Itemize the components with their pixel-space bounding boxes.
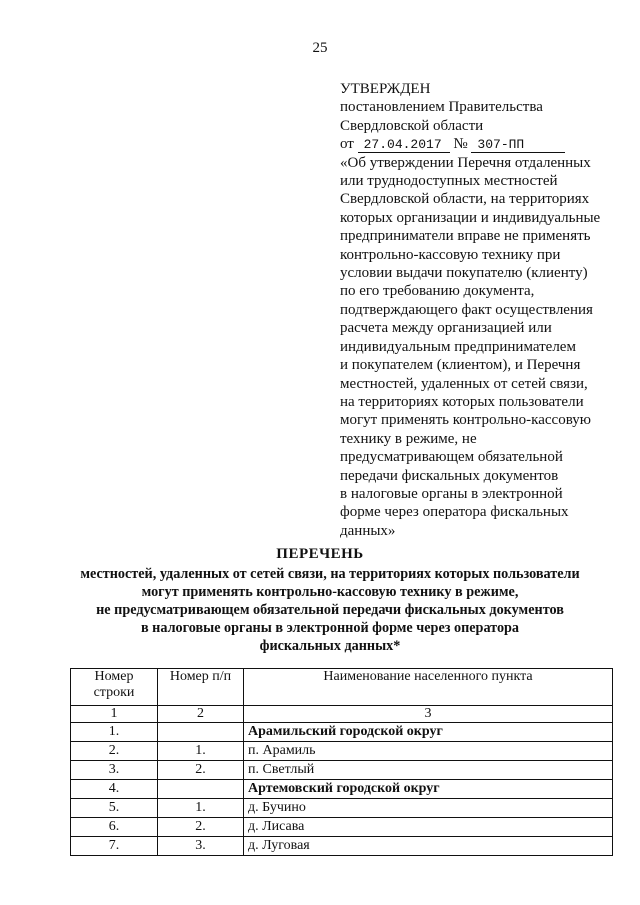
table-row [71,837,613,856]
row-number-cell: 1. [71,723,158,742]
decree-title-line: технику в режиме, не [340,430,477,447]
approval-block [340,80,610,540]
table-header-row [71,669,613,706]
row-number-cell: 2. [71,742,158,761]
name-cell: п. Арамиль [244,742,613,761]
item-number-cell [158,723,244,742]
decree-title-line: на территориях которых пользователи [340,393,584,410]
header-row-number: Номер строки [71,669,158,706]
decree-title-line: контрольно-кассовую технику при [340,246,561,263]
table-row [71,761,613,780]
item-number-cell: 2. [158,818,244,837]
row-number-cell: 4. [71,780,158,799]
name-cell: Арамильский городской округ [244,723,613,742]
decree-title-line: индивидуальным предпринимателем [340,338,576,355]
decree-date: 27.04.2017 [358,137,450,153]
row-number-cell: 3. [71,761,158,780]
decree-number: 307-ПП [471,137,565,153]
index-cell: 1 [71,706,158,723]
decree-title-line: предприниматели вправе не применять [340,228,591,245]
table-row [71,723,613,742]
number-label: № [453,136,468,153]
row-number-cell: 5. [71,799,158,818]
header-name: Наименование населенного пункта [244,669,613,706]
approval-line-2: Свердловской области [340,117,484,134]
decree-title-line: форме через оператора фискальных [340,504,569,521]
table-row [71,780,613,799]
list-subtitle-line: фискальных данных* [259,638,401,654]
decree-title-line: могут применять контрольно-кассовую [340,412,591,429]
item-number-cell: 1. [158,799,244,818]
list-subtitle-line: могут применять контрольно-кассовую технику в режиме, [141,584,519,600]
name-cell: Артемовский городской округ [244,780,613,799]
list-subtitle [60,565,600,655]
index-cell: 3 [244,706,613,723]
decree-title-line: которых организации и индивидуальные [340,209,601,226]
from-label: от [340,136,354,153]
row-number-cell: 6. [71,818,158,837]
header-item-number: Номер п/п [158,669,244,706]
list-title: ПЕРЕЧЕНЬ [276,546,364,562]
table-row [71,818,613,837]
decree-title-line: передачи фискальных документов [340,467,559,484]
item-number-cell: 2. [158,761,244,780]
page-number: 25 [312,40,328,56]
decree-title-line: по его требованию документа, [340,283,535,300]
approval-heading: УТВЕРЖДЕН [340,81,431,97]
item-number-cell: 1. [158,742,244,761]
table-row [71,742,613,761]
table-index-row [71,706,613,723]
list-subtitle-line: не предусматривающем обязательной передачи фискальных документов [96,602,564,618]
approval-line-1: постановлением Правительства [340,99,543,116]
decree-title-line: и покупателем (клиентом), и Перечня [340,357,581,374]
decree-title-line: или труднодоступных местностей [340,173,558,190]
decree-title-line: Свердловской области, на территориях [340,191,590,208]
decree-title-line: подтверждающего факт осуществления [340,301,593,318]
index-cell: 2 [158,706,244,723]
decree-title-line: местностей, удаленных от сетей связи, [340,375,588,392]
item-number-cell [158,780,244,799]
name-cell: п. Светлый [244,761,613,780]
name-cell: д. Лисава [244,818,613,837]
table-row [71,799,613,818]
decree-title-line: данных» [340,522,396,539]
approval-date-line [340,135,610,153]
list-subtitle-line: в налоговые органы в электронной форме через оператора [140,620,520,636]
places-table [70,668,613,856]
decree-title-line: предусматривающем обязательной [340,449,563,466]
list-subtitle-line: местностей, удаленных от сетей связи, на территориях которых пользователи [80,566,580,582]
name-cell: д. Бучино [244,799,613,818]
decree-title [340,154,610,541]
row-number-cell: 7. [71,837,158,856]
item-number-cell: 3. [158,837,244,856]
decree-title-line: расчета между организацией или [340,320,552,337]
name-cell: д. Луговая [244,837,613,856]
decree-title-line: в налоговые органы в электронной [340,485,563,502]
decree-title-line: «Об утверждении Перечня отдаленных [340,154,591,171]
decree-title-line: условии выдачи покупателю (клиенту) [340,265,588,282]
